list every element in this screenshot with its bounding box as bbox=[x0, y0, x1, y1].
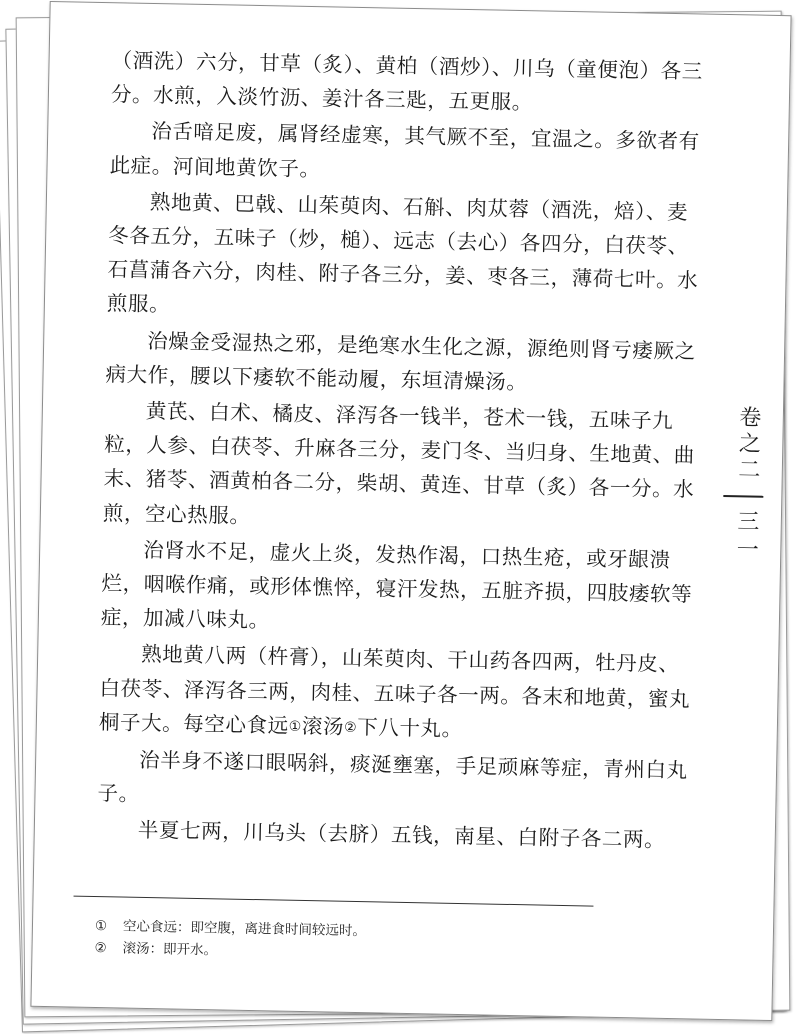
paragraph-7-end: 下八十丸。 bbox=[357, 714, 463, 741]
paragraph-7-mid: 滚汤 bbox=[301, 713, 345, 739]
footnote-mark: ① bbox=[94, 918, 108, 935]
paragraph-4: 治燥金受湿热之邪，是绝寒水生化之源，源绝则肾亏痿厥之病大作，腰以下痿软不能动履，东垣清燥汤。 bbox=[105, 328, 696, 395]
paragraph-2: 治舌喑足废，属肾经虚寒，其气厥不至，宜温之。多欲者有此症。河间地黄饮子。 bbox=[109, 119, 700, 181]
side-divider bbox=[723, 495, 763, 498]
footnote-ref-2: ② bbox=[343, 719, 358, 736]
paragraph-1: （酒洗）六分，甘草（炙）、黄柏（酒炒）、川乌（童便泡）各三分。水煎，入淡竹沥、姜汁各三匙，五更服。 bbox=[110, 48, 704, 115]
footnote-text: 空心食远：即空腹，离进食时间较远时。 bbox=[122, 918, 367, 940]
footnote-text: 滚汤：即开水。 bbox=[122, 940, 218, 959]
side-margin bbox=[722, 405, 765, 566]
footnote-divider bbox=[74, 896, 594, 907]
footnote-ref-1: ① bbox=[288, 718, 303, 735]
paragraph-9: 半夏七两，川乌头（去脐）五钱，南星、白附子各二两。 bbox=[137, 818, 666, 853]
footnote-mark: ② bbox=[94, 940, 107, 957]
volume-label: 卷之二 bbox=[734, 405, 762, 484]
paragraph-6: 治肾水不足，虚火上炎，发热作渴，口热生疮，或牙龈溃烂，咽喉作痛，或形体憔悴，寝汗发热，五脏齐损，四肢痿软等症，加减八味丸。 bbox=[100, 537, 693, 633]
page-number: 三一 bbox=[733, 509, 760, 566]
paragraph-5: 黄芪、白术、橘皮、泽泻各一钱半，苍术一钱，五味子九粒，人参、白茯苓、升麻各三分，麦门冬、当归身、生地黄、曲末、猪苓、酒黄柏各二分，柴胡、黄连、甘草（炙）各一分。水煎，空心热服。 bbox=[102, 398, 696, 528]
front-page bbox=[30, 1, 791, 1021]
paragraph-3: 熟地黄、巴戟、山茱萸肉、石斛、肉苁蓉（酒洗，焙）、麦冬各五分，五味子（炒，槌）、远志（去心）各四分，白茯苓、石菖蒲各六分，肉桂、附子各三分，姜、枣各三，薄荷七叶。水煎服。 bbox=[106, 189, 699, 317]
footnotes bbox=[94, 915, 655, 970]
paragraph-8: 治半身不遂口眼㖞斜，痰涎壅塞，手足顽麻等症，青州白丸子。 bbox=[97, 747, 688, 807]
paragraph-7-text: 熟地黄八两（杵膏），山茱萸肉、干山药各四两，牡丹皮、白茯苓、泽泻各三两，肉桂、五味子各一两。各末和地黄，蜜丸桐子大。每空心食远 bbox=[98, 642, 691, 738]
body-text bbox=[96, 43, 711, 858]
paragraph-7 bbox=[99, 637, 701, 752]
